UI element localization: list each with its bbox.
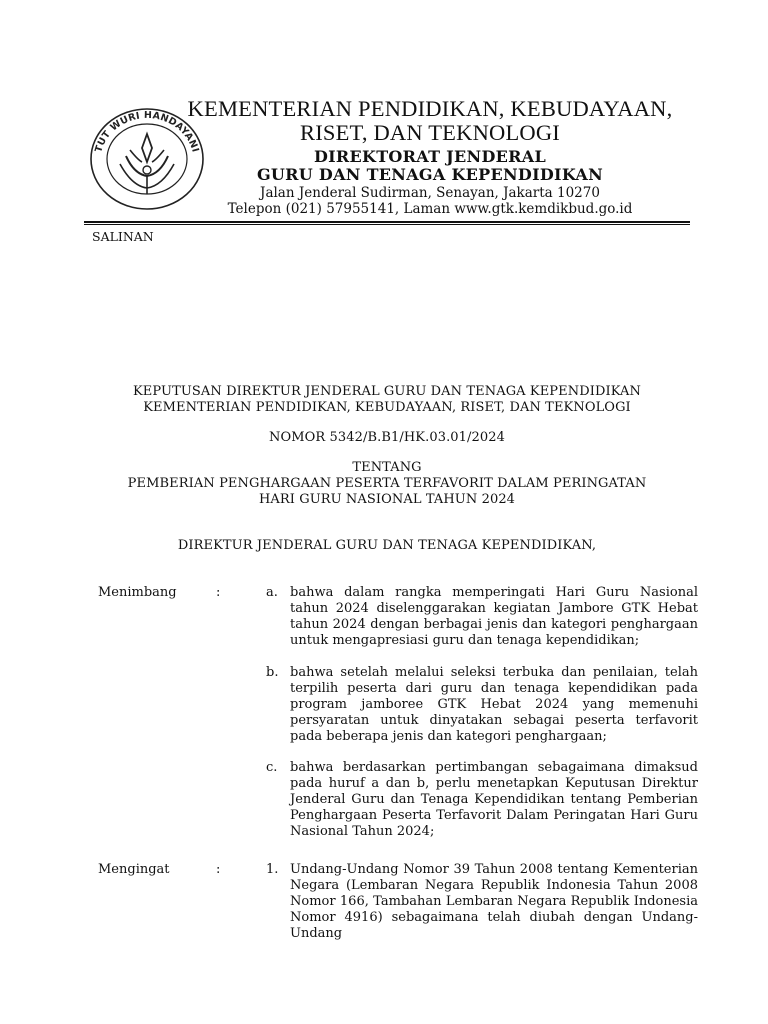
considering-item-marker: b. [266, 665, 279, 680]
considering-item-text: bahwa dalam rangka memperingati Hari Guru Nasional tahun 2024 diselenggarakan kegiatan Jambore GTK Hebat tahun 2024 dengan berbagai jenis dan kategori penghargaan untuk mengapresiasi guru dan tenaga kependidikan; [290, 585, 698, 648]
decree-number: NOMOR 5342/B.B1/HK.03.01/2024 [268, 430, 506, 445]
ministry-name-line1: KEMENTERIAN PENDIDIKAN, KEBUDAYAAN, [187, 96, 673, 121]
decree-subject-line2: HARI GURU NASIONAL TAHUN 2024 [258, 492, 516, 507]
considering-item-text: bahwa berdasarkan pertimbangan sebagaimana dimaksud pada huruf a dan b, perlu menetapkan Keputusan Direktur Jenderal Guru dan Tenaga Kependidikan tentang Pemberian Penghargaan Peserta Terfavorit Dalam Peringatan Hari Guru Nasional Tahun 2024; [290, 760, 698, 839]
logo-motto: TUT WURI HANDAYANI [93, 109, 201, 154]
directorate-name-line1: DIREKTORAT JENDERAL [313, 147, 547, 166]
considering-colon: : [216, 585, 221, 600]
ministry-name-line2: RISET, DAN TEKNOLOGI [299, 120, 560, 145]
copy-label: SALINAN [92, 229, 154, 244]
recalling-item-text: Undang-Undang Nomor 39 Tahun 2008 tentang Kementerian Negara (Lembaran Negara Republik Indonesia Tahun 2008 Nomor 166, Tambahan Lembaran Negara Republik Indonesia Nomor 4916) sebagaimana telah diubah dengan Undang-Undang [290, 862, 698, 941]
letterhead-rule [84, 221, 690, 223]
decree-issuer: DIREKTUR JENDERAL GURU DAN TENAGA KEPENDIDIKAN, [177, 538, 597, 553]
letterhead-contact: Telepon (021) 57955141, Laman www.gtk.kemdikbud.go.id [227, 201, 633, 217]
recalling-label: Mengingat [98, 862, 170, 877]
decree-title-line2: KEMENTERIAN PENDIDIKAN, KEBUDAYAAN, RISET, DAN TEKNOLOGI [143, 400, 631, 415]
considering-item-marker: a. [266, 585, 278, 600]
recalling-item-marker: 1. [266, 862, 279, 877]
directorate-name-line2: GURU DAN TENAGA KEPENDIDIKAN [256, 165, 604, 184]
considering-item-text: bahwa setelah melalui seleksi terbuka dan penilaian, telah terpilih peserta dari guru dan tenaga kependidikan pada program jamboree GTK Hebat 2024 yang memenuhi persyaratan untuk dinyatakan sebagai peserta terfavorit pada beberapa jenis dan kategori penghargaan; [290, 665, 698, 744]
considering-label: Menimbang [98, 585, 177, 600]
recalling-colon: : [216, 862, 221, 877]
letterhead-rule-thin [84, 224, 690, 225]
decree-subject-line1: PEMBERIAN PENGHARGAAN PESERTA TERFAVORIT DALAM PERINGATAN [127, 476, 647, 491]
decree-title-line1: KEPUTUSAN DIREKTUR JENDERAL GURU DAN TENAGA KEPENDIDIKAN [133, 384, 641, 399]
letterhead-address: Jalan Jenderal Sudirman, Senayan, Jakarta 10270 [260, 185, 600, 201]
decree-about: TENTANG [352, 460, 422, 475]
considering-item-marker: c. [266, 760, 278, 775]
